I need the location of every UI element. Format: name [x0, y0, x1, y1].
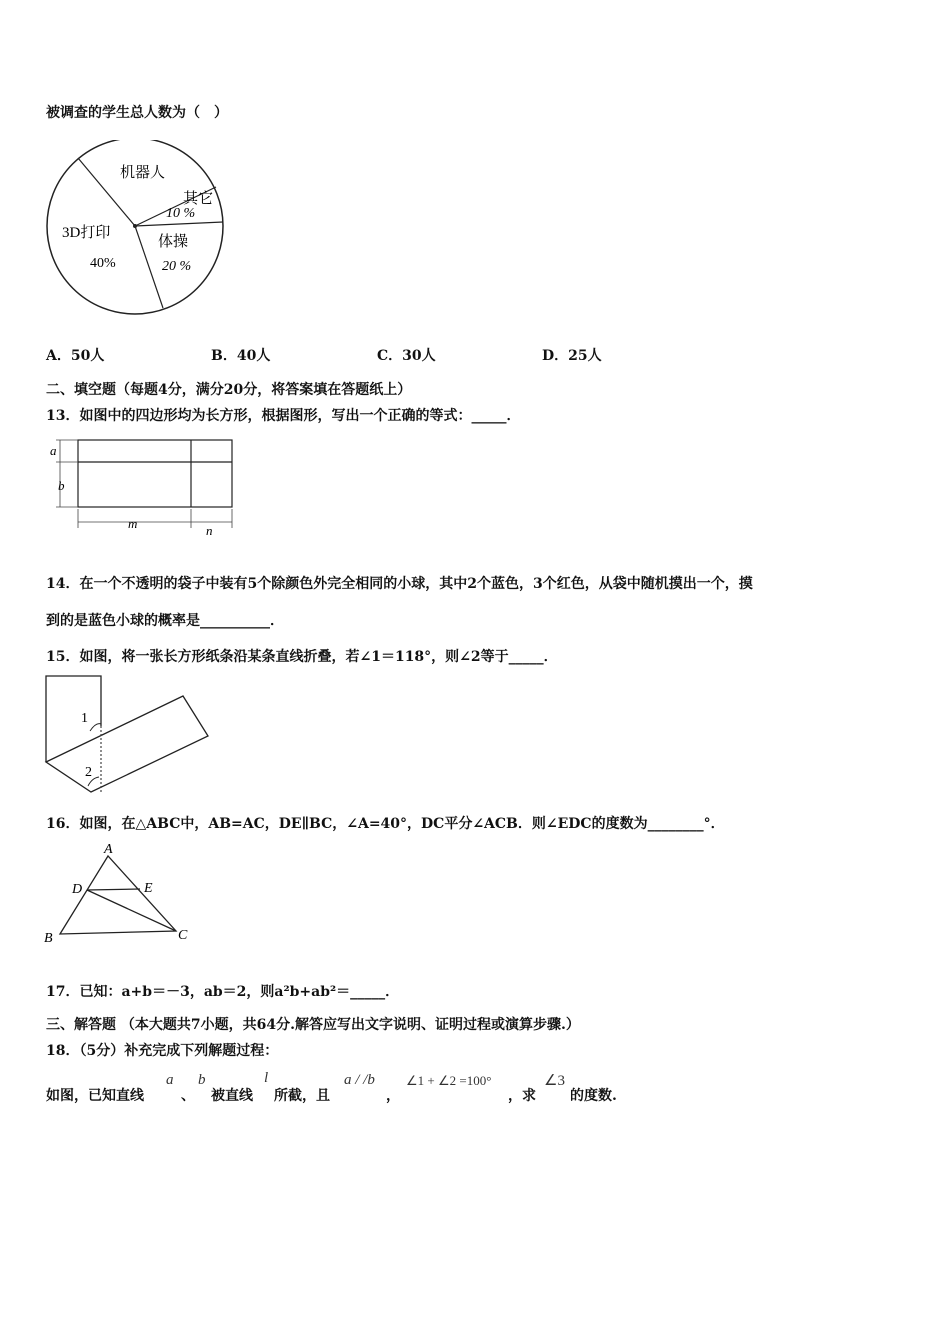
pie-label-robot: 机器人 [120, 165, 166, 181]
pie-label-other-pct: 10 % [166, 206, 196, 221]
q12-option-a: A．50人 [46, 348, 105, 364]
pie-label-gym: 体操 [158, 234, 189, 250]
pie-label-3d: 3D打印 [62, 225, 111, 241]
q13-label-a: a [50, 443, 57, 458]
q16-label-A: A [104, 842, 113, 857]
section-2-heading: 二、填空题（每题4分，满分20分，将答案填在答题纸上） [46, 382, 412, 398]
pie-label-other: 其它 [183, 191, 214, 207]
q12-stem: 被调查的学生总人数为（ ） [46, 105, 228, 121]
q18-title: 18．（5分）补充完成下列解题过程： [46, 1043, 279, 1059]
q15-fold-figure [44, 674, 214, 794]
q13-label-n: n [206, 523, 213, 538]
pie-chart-figure [40, 140, 240, 320]
q14-line-1: 14．在一个不透明的袋子中装有5个除颜色外完全相同的小球，其中2个蓝色，3个红色，从袋中随机摸出一个，摸 [46, 576, 753, 592]
q16-text: 16．如图，在△ABC中，AB=AC，DE∥BC，∠A=40°，DC平分∠ACB．则∠EDC的度数为________°． [46, 816, 725, 832]
q13-outer-rect [78, 440, 232, 507]
q18-angle-3: ∠3 [544, 1073, 565, 1089]
pie-label-3d-pct: 40% [90, 256, 116, 271]
q12-option-d: D．25人 [542, 348, 602, 364]
q15-label-1: 1 [81, 711, 88, 726]
q12-option-c: C．30人 [377, 348, 436, 364]
pie-center [133, 224, 137, 228]
q16-triangle-figure [42, 838, 202, 948]
q13-label-m: m [128, 516, 138, 531]
q15-text: 15．如图，将一张长方形纸条沿某条直线折叠，若∠1＝118°，则∠2等于_____． [46, 649, 558, 665]
q18-text-5: ， [386, 1088, 400, 1104]
pie-label-gym-pct: 20 % [162, 259, 192, 274]
q18-line-b: b [198, 1072, 206, 1088]
q18-angle-sum: ∠1 + ∠2 =100° [406, 1073, 492, 1088]
q18-text-4: 所截，且 [274, 1088, 330, 1104]
q18-text-2: 、 [181, 1088, 195, 1104]
q13-text: 13．如图中的四边形均为长方形，根据图形，写出一个正确的等式：_____． [46, 408, 521, 424]
q16-label-E: E [144, 881, 153, 896]
q18-line-a: a [166, 1072, 174, 1088]
q16-label-D: D [72, 882, 83, 897]
q18-line-l: l [264, 1070, 269, 1086]
q16-label-C: C [178, 928, 188, 943]
q18-text-1: 如图，已知直线 [46, 1088, 144, 1104]
q18-text-3: 被直线 [211, 1088, 253, 1104]
q17-text: 17．已知：a+b＝－3，ab＝2，则a²b+ab²＝_____． [46, 984, 400, 1000]
q12-option-b: B．40人 [211, 348, 271, 364]
q16-label-B: B [44, 931, 53, 946]
q13-label-b: b [58, 478, 65, 493]
q18-text-6: ，求 [508, 1088, 536, 1104]
q18-text-7: 的度数. [570, 1088, 617, 1104]
q14-line-2: 到的是蓝色小球的概率是__________． [46, 613, 284, 629]
q18-a-parallel-b: a / /b [344, 1072, 375, 1088]
q15-label-2: 2 [85, 765, 92, 780]
q13-rectangle-figure [44, 434, 244, 538]
pie-divider-other-gym [135, 222, 223, 226]
section-3-heading: 三、解答题 （本大题共7小题，共64分.解答应写出文字说明、证明过程或演算步骤.） [46, 1017, 580, 1033]
